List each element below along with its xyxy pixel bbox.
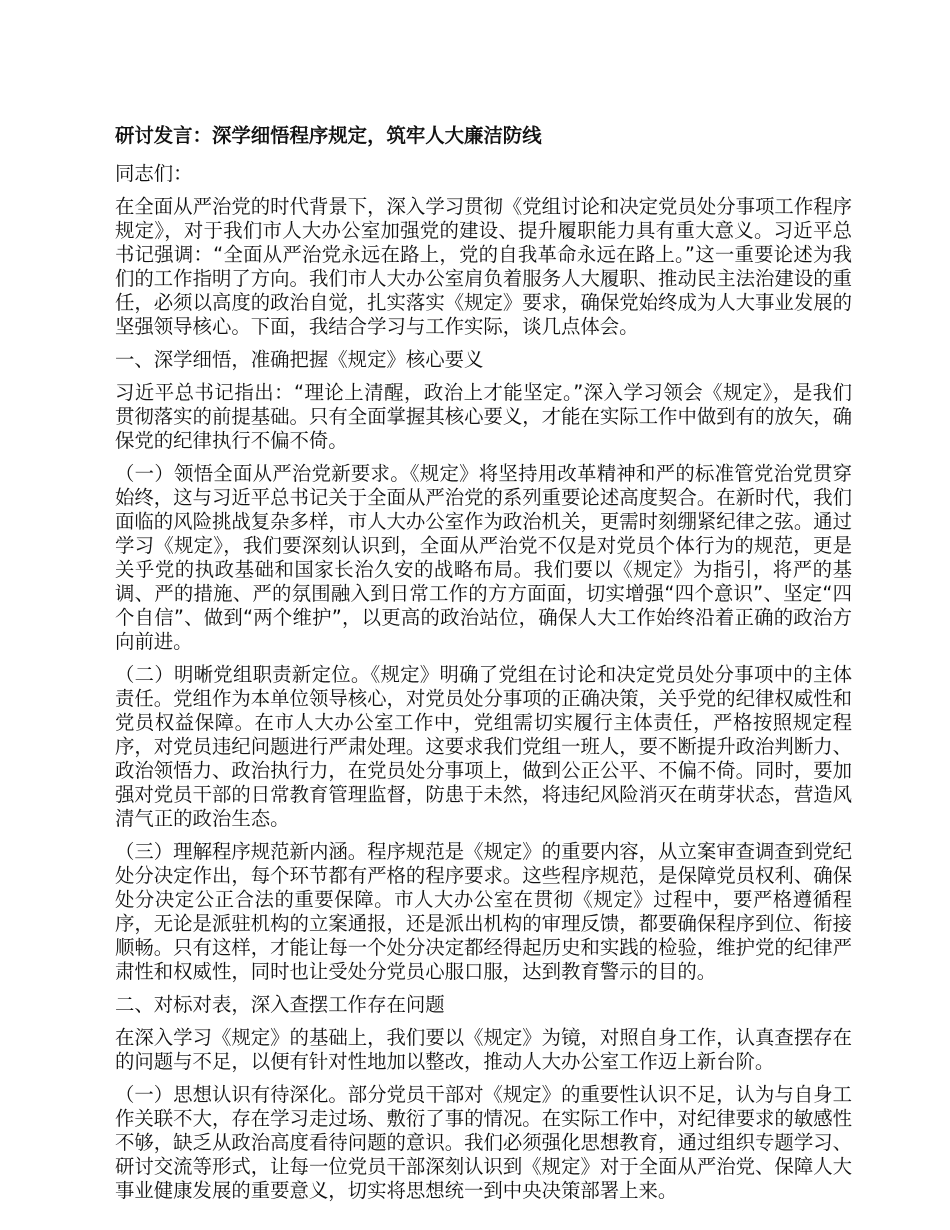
document-body (115, 124, 852, 1212)
document-title: 研讨发言：深学细悟程序规定，筑牢人大廉洁防线 (115, 124, 542, 147)
paragraph-intro: 在全面从严治党的时代背景下，深入学习贯彻《党组讨论和决定党员处分事项工作程序规定》，对于我们市人大办公室加强党的建设、提升履职能力具有重大意义。习近平总书记强调：“全面从严治党永远在路上，党的自我革命永远在路上。”这一重要论述为我们的工作指明了方向。我们市人大办公室肩负着服务人大履职、推动民主法治建设的重任，必须以高度的政治自觉，扎实落实《规定》要求，确保党始终成为人大事业发展的坚强领导核心。下面，我结合学习与工作实际，谈几点体会。 (115, 195, 852, 338)
greeting: 同志们： (115, 162, 193, 185)
paragraph: （二）明晰党组职责新定位。《规定》明确了党组在讨论和决定党员处分事项中的主体责任。党组作为本单位领导核心，对党员处分事项的正确决策，关乎党的纪律权威性和党员权益保障。在市人大办公室工作中，党组需切实履行主体责任，严格按照规定程序，对党员违纪问题进行严肃处理。这要求我们党组一班人，要不断提升政治判断力、政治领悟力、政治执行力，在党员处分事项上，做到公正公平、不偏不倚。同时，要加强对党员干部的日常教育管理监督，防患于未然，将违纪风险消灭在萌芽状态，营造风清气正的政治生态。 (115, 663, 852, 830)
paragraph: 习近平总书记指出：“理论上清醒，政治上才能坚定。”深入学习领会《规定》，是我们贯彻落实的前提基础。只有全面掌握其核心要义，才能在实际工作中做到有的放矢，确保党的纪律执行不偏不倚。 (115, 381, 852, 452)
paragraph: 在深入学习《规定》的基础上，我们要以《规定》为镜，对照自身工作，认真查摆存在的问题与不足，以便有针对性地加以整改，推动人大办公室工作迈上新台阶。 (115, 1026, 852, 1073)
paragraph: （一）思想认识有待深化。部分党员干部对《规定》的重要性认识不足，认为与自身工作关联不大，存在学习走过场、敷衍了事的情况。在实际工作中，对纪律要求的敏感性不够，缺乏从政治高度看待问题的意识。我们必须强化思想教育，通过组织专题学习、研讨交流等形式，让每一位党员干部深刻认识到《规定》对于全面从严治党、保障人大事业健康发展的重要意义，切实将思想统一到中央决策部署上来。 (115, 1083, 852, 1202)
section-heading-1: 一、深学细悟，准确把握《规定》核心要义 (115, 348, 484, 371)
section-heading-2: 二、对标对表，深入查摆工作存在问题 (115, 993, 445, 1016)
paragraph: （一）领悟全面从严治党新要求。《规定》将坚持用改革精神和严的标准管党治党贯穿始终，这与习近平总书记关于全面从严治党的系列重要论述高度契合。在新时代，我们面临的风险挑战复杂多样，市人大办公室作为政治机关，更需时刻绷紧纪律之弦。通过学习《规定》，我们要深刻认识到，全面从严治党不仅是对党员个体行为的规范，更是关乎党的执政基础和国家长治久安的战略布局。我们要以《规定》为指引，将严的基调、严的措施、严的氛围融入到日常工作的方方面面，切实增强“四个意识”、坚定“四个自信”、做到“两个维护”，以更高的政治站位，确保人大工作始终沿着正确的政治方向前进。 (115, 462, 852, 653)
paragraph: （三）理解程序规范新内涵。程序规范是《规定》的重要内容，从立案审查调查到党纪处分决定作出，每个环节都有严格的程序要求。这些程序规范，是保障党员权利、确保处分决定公正合法的重要保障。市人大办公室在贯彻《规定》过程中，要严格遵循程序，无论是派驻机构的立案通报，还是派出机构的审理反馈，都要确保程序到位、衔接顺畅。只有这样，才能让每一个处分决定都经得起历史和实践的检验，维护党的纪律严肃性和权威性，同时也让受处分党员心服口服，达到教育警示的目的。 (115, 840, 852, 983)
